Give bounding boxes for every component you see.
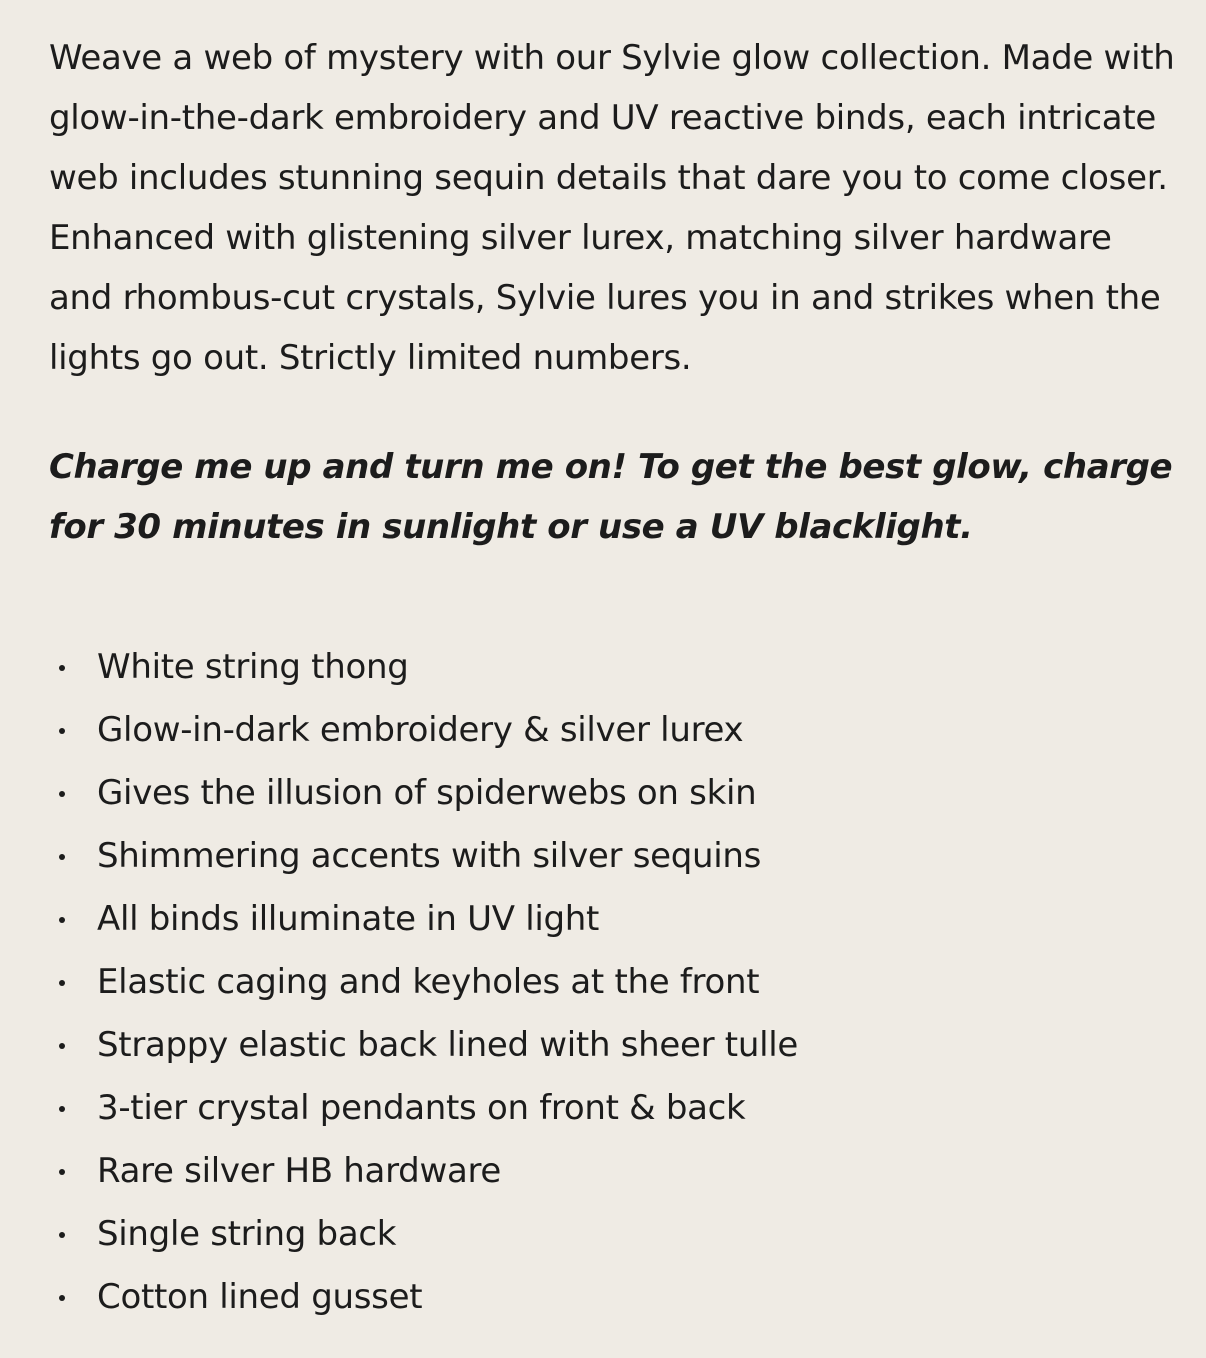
- charging-instructions: Charge me up and turn me on! To get the best glow, charge for 30 minutes in sunlight or use a UV blacklight.: [49, 447, 1173, 547]
- list-item: [49, 636, 1179, 699]
- bullet-icon: [59, 1106, 65, 1112]
- bullet-icon: [59, 854, 65, 860]
- bullet-icon: [59, 980, 65, 986]
- bullet-icon: [59, 728, 65, 734]
- bullet-icon: [59, 1232, 65, 1238]
- list-item: [49, 1203, 1179, 1266]
- bullet-icon: [59, 1169, 65, 1175]
- feature-text: 3-tier crystal pendants on front & back: [97, 1088, 746, 1128]
- feature-list: [49, 636, 1179, 1329]
- bullet-icon: [59, 1043, 65, 1049]
- list-item: [49, 1014, 1179, 1077]
- product-description: Weave a web of mystery with our Sylvie glow collection. Made with glow-in-the-dark embroidery and UV reactive binds, each intricate web includes stunning sequin details that dare you to come closer. Enhanced with glistening silver lurex, matching silver hardware and rhombus-cut crystals, Sylvie lures you in and strikes when the lights go out. Strictly limited numbers.: [49, 38, 1175, 378]
- list-item: [49, 1266, 1179, 1329]
- feature-text: Cotton lined gusset: [97, 1277, 423, 1317]
- product-description-section: [49, 28, 1179, 1329]
- list-item: [49, 825, 1179, 888]
- feature-text: Gives the illusion of spiderwebs on skin: [97, 773, 757, 813]
- feature-text: All binds illuminate in UV light: [97, 899, 600, 939]
- bullet-icon: [59, 917, 65, 923]
- list-item: [49, 762, 1179, 825]
- feature-text: Rare silver HB hardware: [97, 1151, 502, 1191]
- list-item: [49, 1140, 1179, 1203]
- feature-text: Glow-in-dark embroidery & silver lurex: [97, 710, 744, 750]
- bullet-icon: [59, 791, 65, 797]
- feature-text: Single string back: [97, 1214, 397, 1254]
- list-item: [49, 888, 1179, 951]
- list-item: [49, 1077, 1179, 1140]
- feature-text: White string thong: [97, 647, 409, 687]
- feature-text: Shimmering accents with silver sequins: [97, 836, 762, 876]
- list-item: [49, 951, 1179, 1014]
- list-item: [49, 699, 1179, 762]
- feature-text: Elastic caging and keyholes at the front: [97, 962, 760, 1002]
- bullet-icon: [59, 1295, 65, 1301]
- feature-text: Strappy elastic back lined with sheer tulle: [97, 1025, 798, 1065]
- bullet-icon: [59, 665, 65, 671]
